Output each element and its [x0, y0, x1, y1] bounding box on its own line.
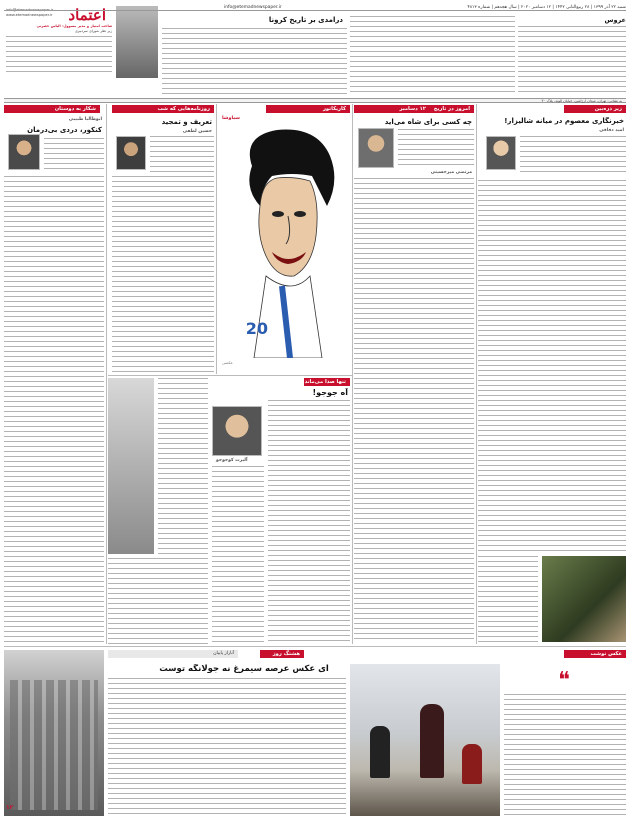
middle-body-left [158, 378, 208, 554]
bottom-divider [4, 646, 626, 647]
left-headline: کنکور، دردی بی‌درمان [27, 126, 102, 134]
bottom-body [108, 678, 346, 816]
right-body-bottom [478, 556, 538, 642]
bottom-tag [108, 650, 238, 658]
section-ruzdarmiyan: زیر ذره‌بین [564, 105, 626, 113]
section-caricature: کاریکاتور [266, 105, 350, 113]
masthead-website[interactable]: www.etemadnewspaper.ir [6, 13, 53, 17]
quote-mark-icon: ❝ [558, 668, 570, 693]
history-article [354, 114, 474, 644]
bottom-photo-figure-3 [462, 744, 482, 784]
middle-headline: آه جوجو! [312, 388, 348, 397]
left-body [4, 176, 104, 642]
bottom-left-photo-crowd [10, 680, 98, 810]
history-headline: چه کسی برای شاه می‌آید [384, 118, 472, 126]
top-center-article [162, 16, 347, 98]
left-author: ابوطالبا طبیبی [68, 117, 102, 122]
caricature-col-author: حسین لطفی [182, 129, 212, 134]
right-author-photo [486, 136, 516, 170]
middle-article [108, 376, 350, 644]
footer-strip [4, 98, 626, 103]
svg-text:20: 20 [245, 319, 268, 338]
history-author: مرتضی میرحسینی [430, 170, 472, 175]
section-history [354, 105, 474, 113]
right-author: امید دقاقی [599, 128, 624, 133]
section-halat: هشتگ روز [260, 650, 304, 658]
top-center-headline: درآمدی بر تاریخ کرونا [268, 16, 343, 24]
caricature-col-intro [150, 136, 214, 172]
bottom-photo-figure-2 [420, 704, 444, 778]
rule-mid [108, 375, 352, 376]
bottom-photo-figure-1 [370, 726, 390, 778]
caricature-col-headline: تعریف و تمجید [161, 118, 212, 126]
rule-2 [216, 104, 217, 374]
middle-body-center [212, 466, 264, 644]
rule-4 [476, 104, 477, 644]
top-email[interactable]: info@etemadnewspaper.ir [224, 4, 282, 10]
date-line: شنبه ۲۲ آذر ۱۳۹۹ | ۲۸ ربیع‌الثانی ۱۴۴۲ | ۱۲ دسامبر ۲۰۲۰ | سال هجدهم | شماره ۴۸۱۳ [467, 4, 626, 10]
publisher-lines [6, 36, 112, 76]
middle-photo [108, 378, 154, 554]
right-body [478, 180, 626, 552]
top-date-strip [4, 4, 626, 11]
bottom-headline: ای عکس عرصه سیمرغ نه جولانگه توست [159, 664, 329, 674]
left-author-photo [8, 134, 40, 170]
editor-line: زیر نظر شورای سردبیری [74, 28, 112, 33]
caricature-col-photo [116, 136, 146, 170]
aks-article [504, 664, 626, 816]
caricature-col-article [112, 114, 214, 374]
rule-1 [106, 104, 107, 644]
section-history-date: ۱۲ دسامبر [399, 106, 426, 112]
masthead-photo [116, 6, 158, 78]
masthead-box [4, 4, 114, 80]
right-bottom-photo [542, 556, 626, 642]
middle-body-bottom [108, 558, 208, 644]
page-number: ۱۲ [6, 804, 14, 811]
history-body [354, 178, 474, 642]
caricature-block [218, 114, 350, 374]
caricature-artist: عکسی [222, 360, 233, 365]
bottom-tag-text: آناراز پاپیان [213, 651, 234, 656]
middle-body-right [268, 400, 350, 644]
arus-block [518, 16, 626, 98]
section-shahkar: شکار به دوستان [4, 105, 100, 113]
bottom-photo [350, 664, 500, 816]
right-headline: خبرنگاری معصوم در میانه شالیزار! [504, 117, 624, 125]
arus-title: عروس [604, 16, 626, 24]
middle-author-name: آلبرت کوجوجو [216, 458, 248, 463]
top-center-body [162, 28, 347, 98]
arus-body [518, 26, 626, 96]
rule-3 [352, 104, 353, 644]
right-column-article [478, 114, 626, 644]
newspaper-page [4, 4, 626, 816]
history-intro [398, 129, 474, 165]
caricature-illustration [232, 126, 342, 358]
aks-body [504, 694, 626, 816]
section-aks: عکس نوشت [564, 650, 626, 658]
top-mid-right-body [350, 16, 515, 96]
left-column-article [4, 114, 104, 644]
right-body-top [520, 136, 626, 176]
section-history-label: امروز در تاریخ [433, 106, 470, 112]
top-mid-right-article [350, 16, 515, 98]
section-ruznameha: روزنامه‌هایی که شب [112, 105, 214, 113]
section-tanha: تنها صدا می‌ماند [304, 378, 350, 386]
publisher-line: صاحب امتیاز و مدیر مسوول: الیاس حضرتی [36, 24, 112, 28]
masthead-email[interactable]: info@etemadnewspaper.ir [6, 8, 54, 12]
left-intro [44, 138, 104, 172]
logo: اعتماد [68, 6, 106, 24]
bottom-left-photo [4, 650, 104, 816]
footer-strip-text: به نشانی: تهران، میدان آرژانتین، خیابان الوند، پلاک ۳۰ [541, 99, 622, 103]
caricature-col-body [112, 176, 214, 372]
history-author-photo [358, 128, 394, 168]
middle-author-photo [212, 406, 262, 456]
caricature-caption: سیاوشا [222, 116, 240, 121]
